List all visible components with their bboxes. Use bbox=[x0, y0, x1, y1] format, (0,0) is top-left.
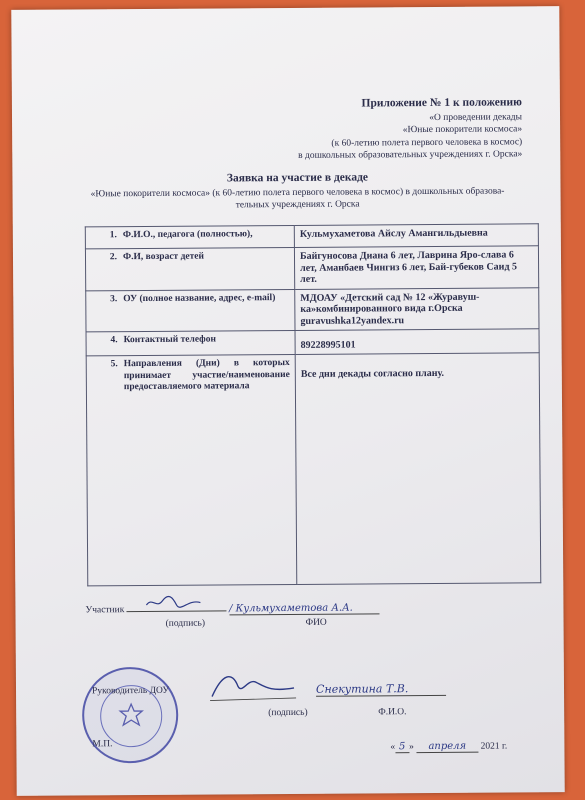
row-label-cell bbox=[86, 354, 297, 585]
table-row bbox=[85, 224, 538, 249]
row-number: 3. bbox=[110, 293, 118, 304]
row-value-cell: МДОАУ «Детский сад № 12 «Журавуш-ка»комбинированного вида г.Орска guravushka12yandex.ru bbox=[295, 287, 539, 330]
date-day: 5 bbox=[395, 741, 409, 753]
mp-label: М.П. bbox=[92, 739, 113, 750]
table-row bbox=[86, 353, 541, 586]
podpis-caption-2: (подпись) bbox=[268, 707, 308, 719]
head-name-handwritten: Снекутина Т.В. bbox=[316, 682, 446, 697]
row-label-cell bbox=[86, 330, 295, 355]
row-label: Ф.И.О., педагога (полностью), bbox=[122, 229, 253, 241]
row-label-cell bbox=[86, 289, 295, 332]
annex-line: «Юные покорители космоса» bbox=[402, 124, 523, 136]
table-row bbox=[86, 287, 539, 332]
row-label: ОУ (полное название, адрес, e-mail) bbox=[123, 292, 276, 304]
date-month: апреля bbox=[416, 741, 478, 753]
request-title-block bbox=[72, 170, 522, 212]
participant-signature-row bbox=[85, 597, 379, 616]
request-subtitle bbox=[73, 185, 523, 212]
participant-label: Участник bbox=[85, 605, 125, 616]
row-label: Ф.И, возраст детей bbox=[122, 251, 205, 263]
podpis-caption-1: (подпись) bbox=[165, 618, 206, 629]
request-subtitle-line-1: «Юные покорители космоса» (к 60-летию полета первого человека в космос) в дошкольных образова- bbox=[90, 186, 505, 200]
date-year: 2021 г. bbox=[480, 741, 508, 752]
annex-line: «О проведении декады bbox=[429, 111, 523, 123]
row-label-cell bbox=[85, 247, 294, 290]
participant-name-handwritten: / Кульмухаметова А.А. bbox=[229, 602, 379, 615]
head-label: Руководитель ДОУ bbox=[91, 685, 170, 697]
head-signature-row bbox=[92, 686, 169, 697]
row-label-cell bbox=[85, 225, 294, 248]
annex-line: (к 60-летию полета первого человека в космос) bbox=[331, 136, 523, 149]
row-label: Контактный телефон bbox=[123, 334, 217, 346]
fio-caption-2: Ф.И.О. bbox=[378, 707, 407, 718]
application-table bbox=[85, 223, 542, 586]
row-number: 4. bbox=[110, 335, 118, 346]
participant-signature-line bbox=[127, 598, 227, 612]
participant-signature-scribble bbox=[145, 595, 205, 609]
table-row bbox=[86, 329, 539, 356]
date-quote-close: » bbox=[409, 742, 414, 753]
request-subtitle-line-2: тельных учреждениях г. Орска bbox=[235, 199, 360, 211]
annex-line: в дошкольных образовательных учреждениях г. Орска» bbox=[298, 149, 523, 161]
row-value-cell: Кульмухаметова Айслу Амангильдыевна bbox=[294, 224, 538, 248]
request-title: Заявка на участие в декаде bbox=[226, 171, 369, 185]
row-value-cell: Все дни декады согласно плану. bbox=[295, 353, 541, 585]
date-row bbox=[390, 740, 507, 753]
phone-value: 89228995101 bbox=[300, 339, 356, 351]
fio-caption-1: ФИО bbox=[305, 617, 327, 628]
head-signature-scribble bbox=[208, 668, 298, 703]
row-number: 1. bbox=[109, 230, 117, 241]
annex-header bbox=[222, 96, 522, 163]
annex-heading: Приложение № 1 к положению bbox=[361, 96, 522, 110]
row-number: 2. bbox=[109, 252, 118, 263]
row-label: Направления (Дни) в которых принимает участие/наименование предоставляемого материала bbox=[123, 357, 290, 393]
row-number: 5. bbox=[110, 359, 118, 370]
emblem-icon bbox=[116, 701, 146, 731]
table-row bbox=[85, 246, 538, 291]
date-quote-open: « bbox=[390, 742, 396, 753]
row-value-cell bbox=[295, 329, 539, 355]
document-page bbox=[11, 6, 564, 796]
row-value-cell: Байгуносова Диана 6 лет, Лаврина Яро-слава 6 лет, Аманбаев Чингиз 6 лет, Бай-губеков Саид 5 лет. bbox=[294, 246, 538, 289]
